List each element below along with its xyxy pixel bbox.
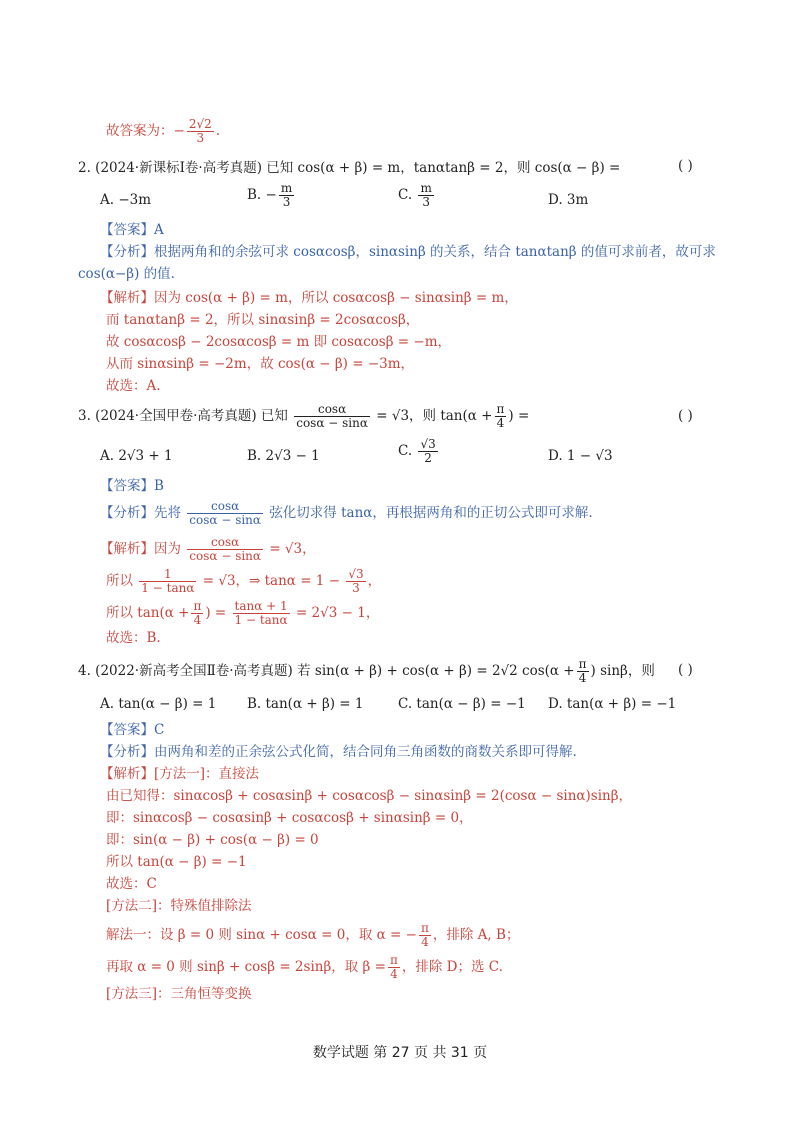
intro-answer-line: 故答案为：− $\frac{2√2}{3}$ . [106,117,221,145]
fraction: $\frac{√3}{3}$ [348,567,364,595]
q3-stem: 3. (2024·全国甲卷·高考真题) 已知 $\frac{\cos\alpha}{\cos\alpha - \sin\alpha}$ = √3，则 tan(α + $\frac{\pi}{4}$ ) = [78,402,530,430]
q2-solution-line: 故选：A. [106,378,161,394]
q3-choice-b: B. 2√3 − 1 [247,448,320,464]
q2-choice-d: D. 3m [548,192,589,208]
q2-stem: 2. (2024·新课标Ⅰ卷·高考真题) 已知 cos(α + β) = m，tanαtanβ = 2，则 cos(α − β) = [78,160,621,176]
q2-choice-c: C. $\frac{m}{3}$ [398,181,432,209]
q3-choice-d: D. 1 − √3 [548,448,613,464]
q2-choice-b: B. − $\frac{m}{3}$ [247,181,293,209]
q3-analysis: 【分析】先将 $\frac{\cos\alpha}{\cos\alpha - \sin\alpha}$ 弦化切求得 tanα，再根据两角和的正切公式即可求解. [100,499,593,527]
fraction: $\frac{\pi}{4}$ [389,953,398,981]
q3-choice-a: A. 2√3 + 1 [100,448,173,464]
q4-solution-line: 即：sin(α − β) + cos(α − β) = 0 [106,832,319,848]
fraction: $\frac{2√2}{3}$ [188,117,212,145]
q2-answer-paren: ( ) [678,158,693,174]
q3-choice-c: C. $\frac{√3}{2}$ [398,437,436,465]
q4-solution-line: [方法二]：特殊值排除法 [106,898,252,914]
fraction: $\frac{m}{3}$ [280,181,293,209]
q2-solution-line: 从而 sinαsinβ = −2m，故 cos(α − β) = −3m， [106,356,415,372]
q4-solution: 【解析】[方法一]：直接法 [100,766,260,782]
q4-choice-c: C. tan(α − β) = −1 [398,696,526,712]
fraction: $\frac{\tan\alpha + 1}{1 - \tan\alpha}$ [234,599,288,627]
page-footer: 数学试题 第 27 页 共 31 页 [312,1045,488,1061]
q4-answer-paren: ( ) [678,662,693,678]
q3-solution-line: 所以 tan(α + $\frac{\pi}{4}$ ) = $\frac{\tan\alpha + 1}{1 - \tan\alpha}$ = 2√3 − 1， [106,599,380,627]
q2-solution-line: 而 tanαtanβ = 2，所以 sinαsinβ = 2cosαcosβ， [106,312,420,328]
q3-solution-line: 所以 $\frac{1}{1 - \tan\alpha}$ = √3，⇒ tanα = 1 − $\frac{√3}{3}$ ， [106,567,382,595]
fraction: $\frac{m}{3}$ [420,181,432,209]
q2-solution: 【解析】因为 cos(α + β) = m，所以 cosαcosβ − sinαsinβ = m， [100,290,518,306]
q4-choice-d: D. tan(α + β) = −1 [548,696,677,712]
fraction: $\frac{1}{1 - \tan\alpha}$ [141,567,195,595]
q2-analysis-cont: cos(α−β) 的值. [78,266,175,282]
q4-solution-line: 即：sinαcosβ − cosαsinβ + cosαcosβ + sinαsinβ = 0， [106,810,473,826]
fraction: $\frac{\pi}{4}$ [496,402,505,430]
q4-choice-a: A. tan(α − β) = 1 [100,696,217,712]
q4-method2-line2: 再取 α = 0 则 sinβ + cosβ = 2sinβ，取 β = $\frac{\pi}{4}$ ，排除 D；选 C. [106,953,503,981]
q4-solution-line: 由已知得：sinαcosβ + cosαsinβ + cosαcosβ − sinαsinβ = 2(cosα − sinα)sinβ， [106,788,633,804]
q2-solution-line: 故 cosαcosβ − 2cosαcosβ = m 即 cosαcosβ = −m， [106,334,452,350]
fraction: $\frac{\pi}{4}$ [578,657,587,685]
q3-solution-line: 故选：B. [106,630,161,646]
q2-choice-a: A. −3m [100,192,152,208]
fraction: $\frac{\cos\alpha}{\cos\alpha - \sin\alpha}$ [296,402,368,430]
q3-solution: 【解析】因为 $\frac{\cos\alpha}{\cos\alpha - \sin\alpha}$ = √3， [100,535,316,563]
q2-answer: 【答案】A [100,222,164,238]
q3-answer: 【答案】B [100,478,164,494]
q4-stem: 4. (2022·新高考全国Ⅱ卷·高考真题) 若 sin(α + β) + cos(α + β) = 2√2 cos(α + $\frac{\pi}{4}$ ) sinβ，则 [78,657,655,685]
q4-method3: [方法三]：三角恒等变换 [106,986,252,1002]
q4-solution-line: 故选：C [106,876,157,892]
fraction: $\frac{√3}{2}$ [420,437,436,465]
fraction: $\frac{\pi}{4}$ [420,921,429,949]
q2-analysis: 【分析】根据两角和的余弦可求 cosαcosβ，sinαsinβ 的关系，结合 tanαtanβ 的值可求前者，故可求 [100,244,716,260]
fraction: $\frac{\pi}{4}$ [193,599,202,627]
fraction: $\frac{\cos\alpha}{\cos\alpha - \sin\alpha}$ [189,535,262,563]
q4-answer: 【答案】C [100,722,165,738]
q4-method2-line1: 解法一：设 β = 0 则 sinα + cosα = 0，取 α = − $\frac{\pi}{4}$ ，排除 A, B； [106,921,520,949]
q4-choice-b: B. tan(α + β) = 1 [247,696,364,712]
q3-answer-paren: ( ) [678,408,693,424]
fraction: $\frac{\cos\alpha}{\cos\alpha - \sin\alpha}$ [189,499,262,527]
q4-analysis: 【分析】由两角和差的正余弦公式化简，结合同角三角函数的商数关系即可得解. [100,744,577,760]
q4-solution-line: 所以 tan(α − β) = −1 [106,854,247,870]
